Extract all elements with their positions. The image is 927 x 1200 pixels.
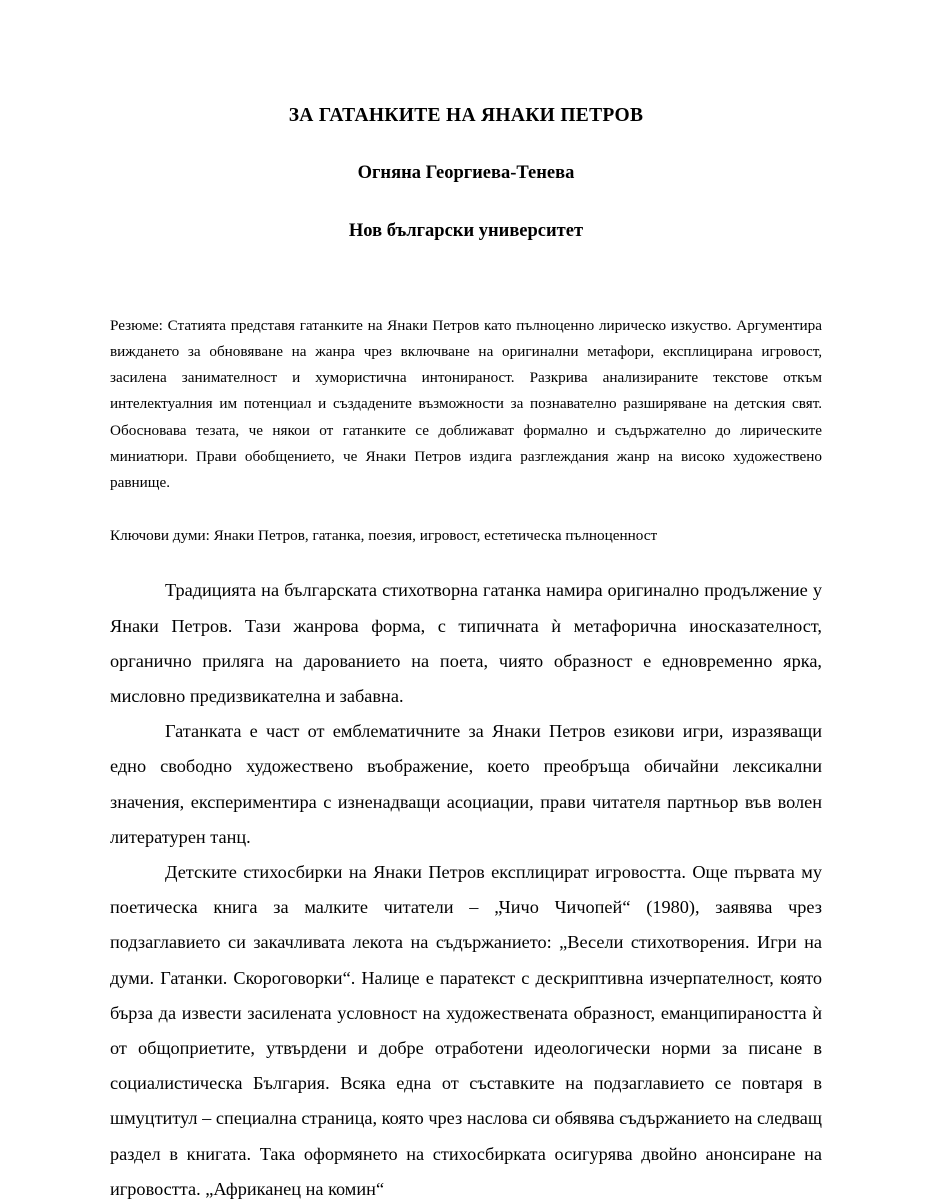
body-text — [110, 549, 822, 1200]
body-paragraph: Традицията на българската стихотворна гатанка намира оригинално продължение у Янаки Петров. Тази жанрова форма, с типичната ѝ метафорична иносказателност, органично приляга на дарованието на поета, чиято образност е едновременно ярка, мисловно предизвикателна и забавна. — [110, 580, 822, 706]
author-name: Огняна Георгиева-Тенева — [357, 163, 575, 184]
body-paragraph: Детските стихосбирки на Янаки Петров експлицират игровостта. Още първата му поетическа книга за малките читатели – „Чичо Чичопей“ (1980), заявява чрез подзаглавието си закачливата лекота на съдържанието: „Весели стихотворения. Игри на думи. Гатанки. Скороговорки“. Налице е паратекст с дескриптивна изчерпателност, която бърза да извести засилената условност на художествената образност, еманципираността ѝ от общоприетите, утвърдени и добре отработени идеологически норми за писане в социалистическа България. Всяка една от съставките на подзаглавието се повтаря в шмуцтитул – специална страница, която чрез наслова си обявява съдържанието на следващ раздел в книгата. Така оформянето на стихосбирката осигурява двойно анонсиране на игровостта. „Африканец на комин“ — [110, 862, 822, 1199]
author-affiliation: Нов български университет — [348, 220, 584, 241]
title-block — [110, 0, 822, 242]
keywords-line: Ключови думи: Янаки Петров, гатанка, поезия, игровост, естетическа пълноценност — [110, 527, 658, 545]
page-title: ЗА ГАТАНКИТЕ НА ЯНАКИ ПЕТРОВ — [288, 105, 644, 126]
abstract-paragraph: Резюме: Статията представя гатанките на Янаки Петров като пълноценно лирическо изкуство. Аргументира виждането за обновяване на жанра чрез включване на оригинални метафори, експлицирана игровост, засилена занимателност и хумористична интонираност. Разкрива анализираните текстове откъм интелектуалния им потенциал и създадените възможности за познавателно разширяване на детския свят. Обосновава тезата, че някои от гатанките се доближават формално и съдържателно до лирическите миниатюри. Прави обобщението, че Янаки Петров издига разглеждания жанр на високо художествено равнище. — [110, 316, 822, 491]
body-paragraph: Гатанката е част от емблематичните за Янаки Петров езикови игри, изразяващи едно свободно художествено въображение, което преобръща обичайни лексикални значения, експериментира с изненадващи асоциации, прави читателя партньор във волен литературен танц. — [110, 721, 822, 847]
page-content — [110, 0, 822, 1200]
